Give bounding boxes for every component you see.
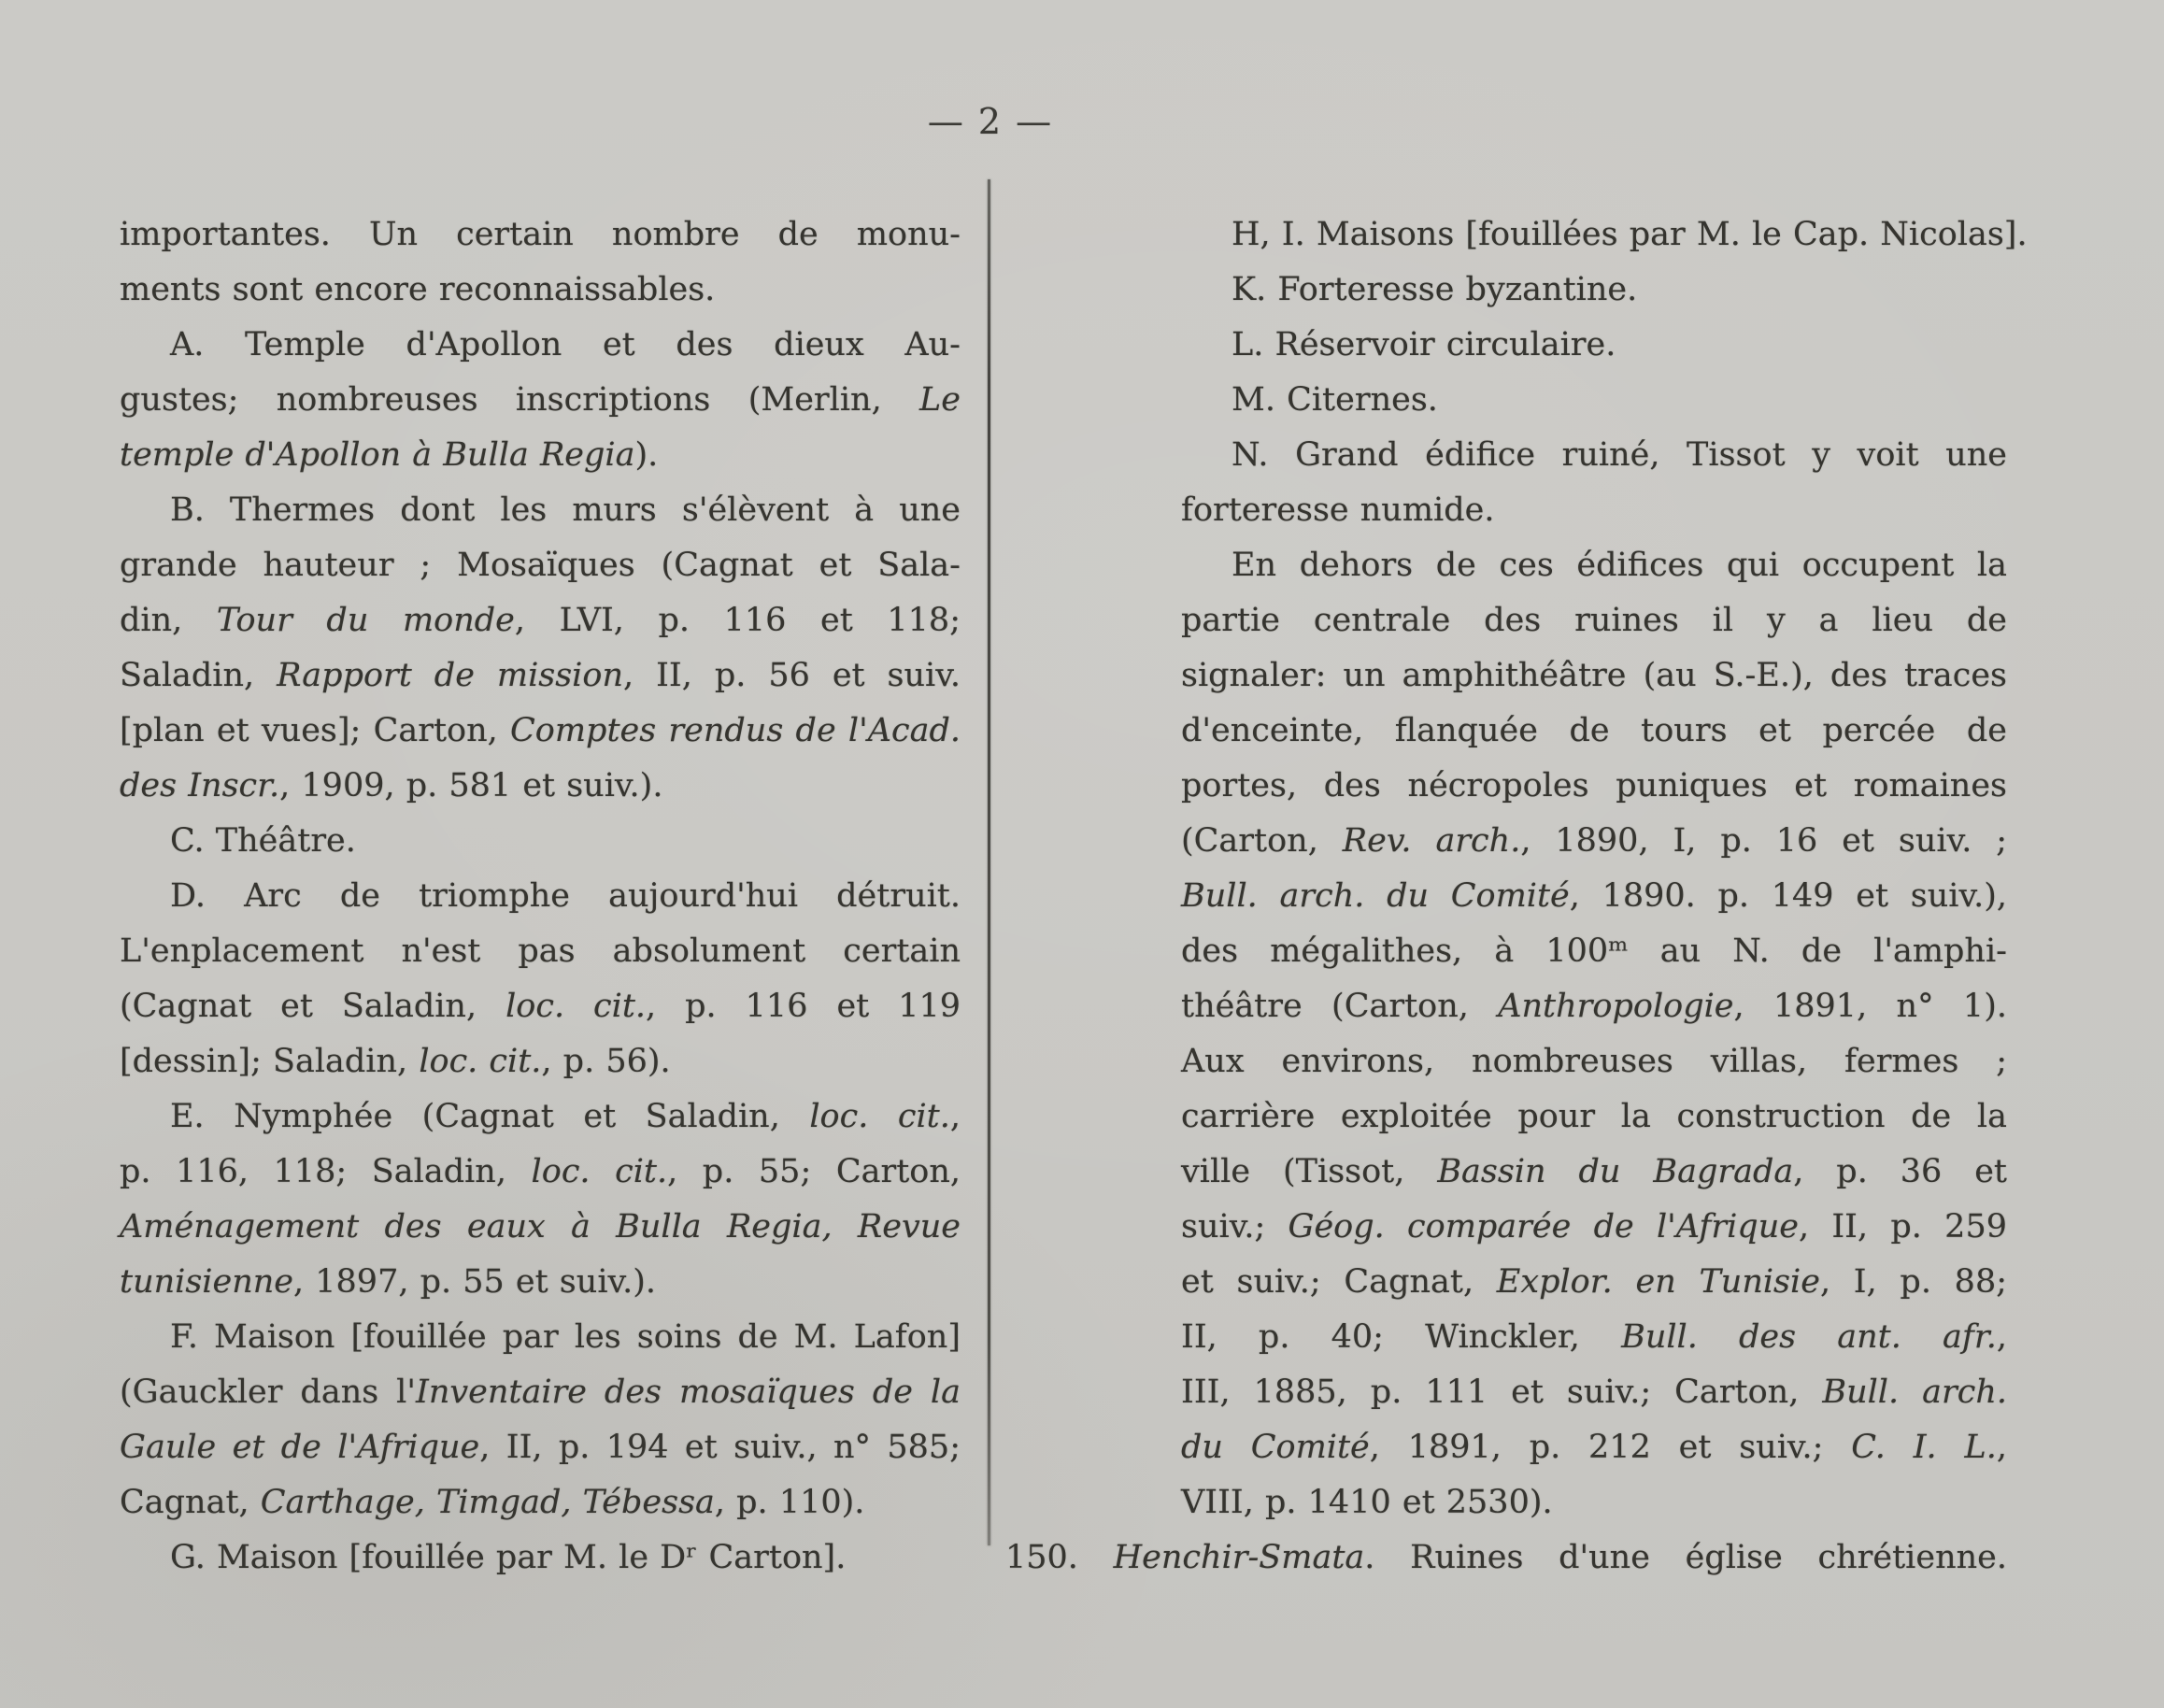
body-text: En dehors de ces édifices qui occupent la (1231, 547, 2007, 584)
text-line (1181, 263, 2007, 318)
body-text: , 1890, I, p. 16 et suiv. ; (1520, 822, 2008, 860)
body-text: M. Citernes. (1231, 381, 1438, 419)
cited-title-text: loc. cit. (531, 1153, 668, 1190)
cited-title-text: Géog. comparée de l'Afrique (1288, 1208, 1799, 1245)
text-line (1181, 648, 2007, 704)
column-divider-rule (988, 179, 990, 1545)
body-text: , 1891, n° 1). (1733, 988, 2007, 1025)
body-text: D. Arc de triomphe aujourd'hui détruit. (170, 877, 961, 915)
text-line (1181, 1255, 2007, 1310)
body-text: forteresse numide. (1181, 491, 1495, 529)
cited-title-text: du Comité (1181, 1429, 1370, 1466)
text-line (120, 979, 961, 1034)
text-line (120, 373, 961, 428)
cited-title-text: loc. cit. (809, 1098, 950, 1135)
text-line (120, 538, 961, 593)
cited-title-text: Anthropologie (1498, 988, 1734, 1025)
text-line (120, 814, 961, 869)
cited-title-text: Aménagement des eaux à Bulla Regia, Revue (120, 1208, 961, 1245)
text-line (120, 1145, 961, 1200)
cited-title-text: temple d'Apollon à Bulla Regia (120, 436, 635, 474)
cited-title-text: Bull. arch. (1822, 1374, 2007, 1411)
text-line (1181, 483, 2007, 538)
page-number: — 2 — (927, 101, 1054, 142)
body-text: signaler: un amphithéâtre (au S.-E.), des traces (1181, 657, 2007, 694)
cited-title-text: Rapport de mission (277, 657, 623, 694)
body-text: des mégalithes, à 100ᵐ au N. de l'amphi- (1181, 932, 2007, 970)
body-text: [plan et vues]; Carton, (120, 712, 510, 749)
body-text: H, I. Maisons [fouillées par M. le Cap. Nicolas]. (1231, 216, 2028, 253)
body-text: Cagnat, (120, 1484, 261, 1521)
body-text: . Ruines d'une église chrétienne. (1364, 1539, 2007, 1576)
body-text: 150. (1005, 1539, 1114, 1576)
body-text: , (1996, 1318, 2007, 1356)
body-text: (Carton, (1181, 822, 1343, 860)
text-line (1181, 704, 2007, 759)
text-line (120, 428, 961, 483)
body-text: , p. 56). (541, 1043, 671, 1080)
body-text: suiv.; (1181, 1208, 1288, 1245)
body-text: E. Nymphée (Cagnat et Saladin, (170, 1098, 810, 1135)
body-text: p. 116, 118; Saladin, (120, 1153, 532, 1190)
body-text: VIII, p. 1410 et 2530). (1181, 1484, 1553, 1521)
body-text: , (1996, 1429, 2007, 1466)
body-text: d'enceinte, flanquée de tours et percée de (1181, 712, 2007, 749)
text-line (1181, 428, 2007, 483)
text-line (1181, 1200, 2007, 1255)
body-text: F. Maison [fouillée par les soins de M. Lafon] (170, 1318, 961, 1356)
text-line (1181, 207, 2028, 263)
text-line (1181, 814, 2007, 869)
body-text: ). (634, 436, 659, 474)
body-text: , II, p. 194 et suiv., n° 585; (479, 1429, 961, 1466)
body-text: théâtre (Carton, (1181, 988, 1499, 1025)
body-text: , p. 110). (714, 1484, 865, 1521)
text-line (1181, 1089, 2007, 1145)
cited-title-text: Comptes rendus de l'Acad. (510, 712, 961, 749)
body-text: L'enplacement n'est pas absolument certain (120, 932, 961, 970)
body-text: , p. 55; Carton, (667, 1153, 961, 1190)
body-text: (Cagnat et Saladin, (120, 988, 506, 1025)
cited-title-text: Henchir-Smata (1113, 1539, 1365, 1576)
cited-title-text: Tour du monde (216, 602, 515, 639)
body-text: din, (120, 602, 217, 639)
body-text: (Gauckler dans l' (120, 1374, 416, 1411)
text-line (120, 1420, 961, 1475)
text-line (120, 483, 961, 538)
text-line (1181, 1420, 2007, 1475)
text-line (1181, 924, 2007, 979)
text-line (120, 263, 961, 318)
text-line (120, 1034, 961, 1089)
body-text: A. Temple d'Apollon et des dieux Au- (170, 326, 961, 363)
body-text: portes, des nécropoles puniques et romaines (1181, 767, 2007, 804)
cited-title-text: Bassin du Bagrada (1437, 1153, 1794, 1190)
body-text: B. Thermes dont les murs s'élèvent à une (170, 491, 961, 529)
body-text: G. Maison [fouillée par M. le Dʳ Carton]. (170, 1539, 847, 1576)
cited-title-text: Rev. arch. (1342, 822, 1521, 860)
body-text: , 1909, p. 581 et suiv.). (279, 767, 663, 804)
text-line (120, 1475, 961, 1530)
text-line (1181, 318, 2007, 373)
body-text: partie centrale des ruines il y a lieu de (1181, 602, 2007, 639)
text-line (120, 648, 961, 704)
body-text: carrière exploitée pour la construction de la (1181, 1098, 2007, 1135)
text-line (120, 1310, 961, 1365)
body-text: K. Forteresse byzantine. (1231, 271, 1638, 308)
text-line (1181, 373, 2007, 428)
body-text: ments sont encore reconnaissables. (120, 271, 716, 308)
body-text: importantes. Un certain nombre de monu- (120, 216, 961, 253)
body-text: ville (Tissot, (1181, 1153, 1438, 1190)
text-line (120, 704, 961, 759)
text-line (1181, 538, 2007, 593)
body-text: [dessin]; Saladin, (120, 1043, 420, 1080)
body-text: N. Grand édifice ruiné, Tissot y voit une (1231, 436, 2007, 474)
column-right (1005, 207, 2028, 1586)
text-line (120, 318, 961, 373)
body-text: III, 1885, p. 111 et suiv.; Carton, (1181, 1374, 1823, 1411)
body-text: , p. 116 et 119 (646, 988, 961, 1025)
body-text: , II, p. 56 et suiv. (623, 657, 961, 694)
body-text: , LVI, p. 116 et 118; (514, 602, 961, 639)
body-text: gustes; nombreuses inscriptions (Merlin, (120, 381, 920, 419)
text-line (120, 1255, 961, 1310)
body-text: , (949, 1098, 961, 1135)
text-line (120, 1365, 961, 1420)
text-line (1181, 759, 2007, 814)
text-line (1181, 593, 2007, 648)
cited-title-text: Bull. des ant. afr. (1621, 1318, 1997, 1356)
text-line (120, 1200, 961, 1255)
body-text: , p. 36 et (1793, 1153, 2007, 1190)
cited-title-text: tunisienne (120, 1263, 294, 1301)
cited-title-text: des Inscr. (120, 767, 280, 804)
body-text: , 1897, p. 55 et suiv.). (293, 1263, 657, 1301)
body-text: grande hauteur ; Mosaïques (Cagnat et Sala- (120, 547, 961, 584)
text-line (120, 869, 961, 924)
body-text: , I, p. 88; (1819, 1263, 2008, 1301)
cited-title-text: Carthage, Timgad, Tébessa (260, 1484, 715, 1521)
text-line (1181, 1034, 2007, 1089)
column-left (120, 207, 961, 1586)
text-line (120, 207, 961, 263)
text-line (1181, 1475, 2007, 1530)
body-text: , 1891, p. 212 et suiv.; (1369, 1429, 1852, 1466)
cited-title-text: C. I. L. (1851, 1429, 1997, 1466)
body-text: II, p. 40; Winckler, (1181, 1318, 1622, 1356)
body-text: , 1890. p. 149 et suiv.), (1569, 877, 2007, 915)
text-line (1181, 869, 2007, 924)
text-line (120, 759, 961, 814)
cited-title-text: Le (919, 381, 961, 419)
text-line (1181, 1145, 2007, 1200)
text-line (1181, 1365, 2007, 1420)
cited-title-text: Gaule et de l'Afrique (120, 1429, 480, 1466)
text-line (120, 1089, 961, 1145)
text-line (1005, 1530, 2007, 1586)
text-line (1181, 1310, 2007, 1365)
body-text: L. Réservoir circulaire. (1231, 326, 1616, 363)
cited-title-text: loc. cit. (505, 988, 647, 1025)
cited-title-text: Inventaire des mosaïques de la (416, 1374, 961, 1411)
text-line (1181, 979, 2007, 1034)
cited-title-text: loc. cit. (419, 1043, 542, 1080)
body-text: et suiv.; Cagnat, (1181, 1263, 1497, 1301)
text-line (120, 924, 961, 979)
text-line (120, 1530, 961, 1586)
body-text: Aux environs, nombreuses villas, fermes ; (1181, 1043, 2007, 1080)
body-text: , II, p. 259 (1798, 1208, 2007, 1245)
text-line (120, 593, 961, 648)
cited-title-text: Bull. arch. du Comité (1181, 877, 1570, 915)
body-text: Saladin, (120, 657, 278, 694)
body-text: C. Théâtre. (170, 822, 356, 860)
cited-title-text: Explor. en Tunisie (1496, 1263, 1820, 1301)
